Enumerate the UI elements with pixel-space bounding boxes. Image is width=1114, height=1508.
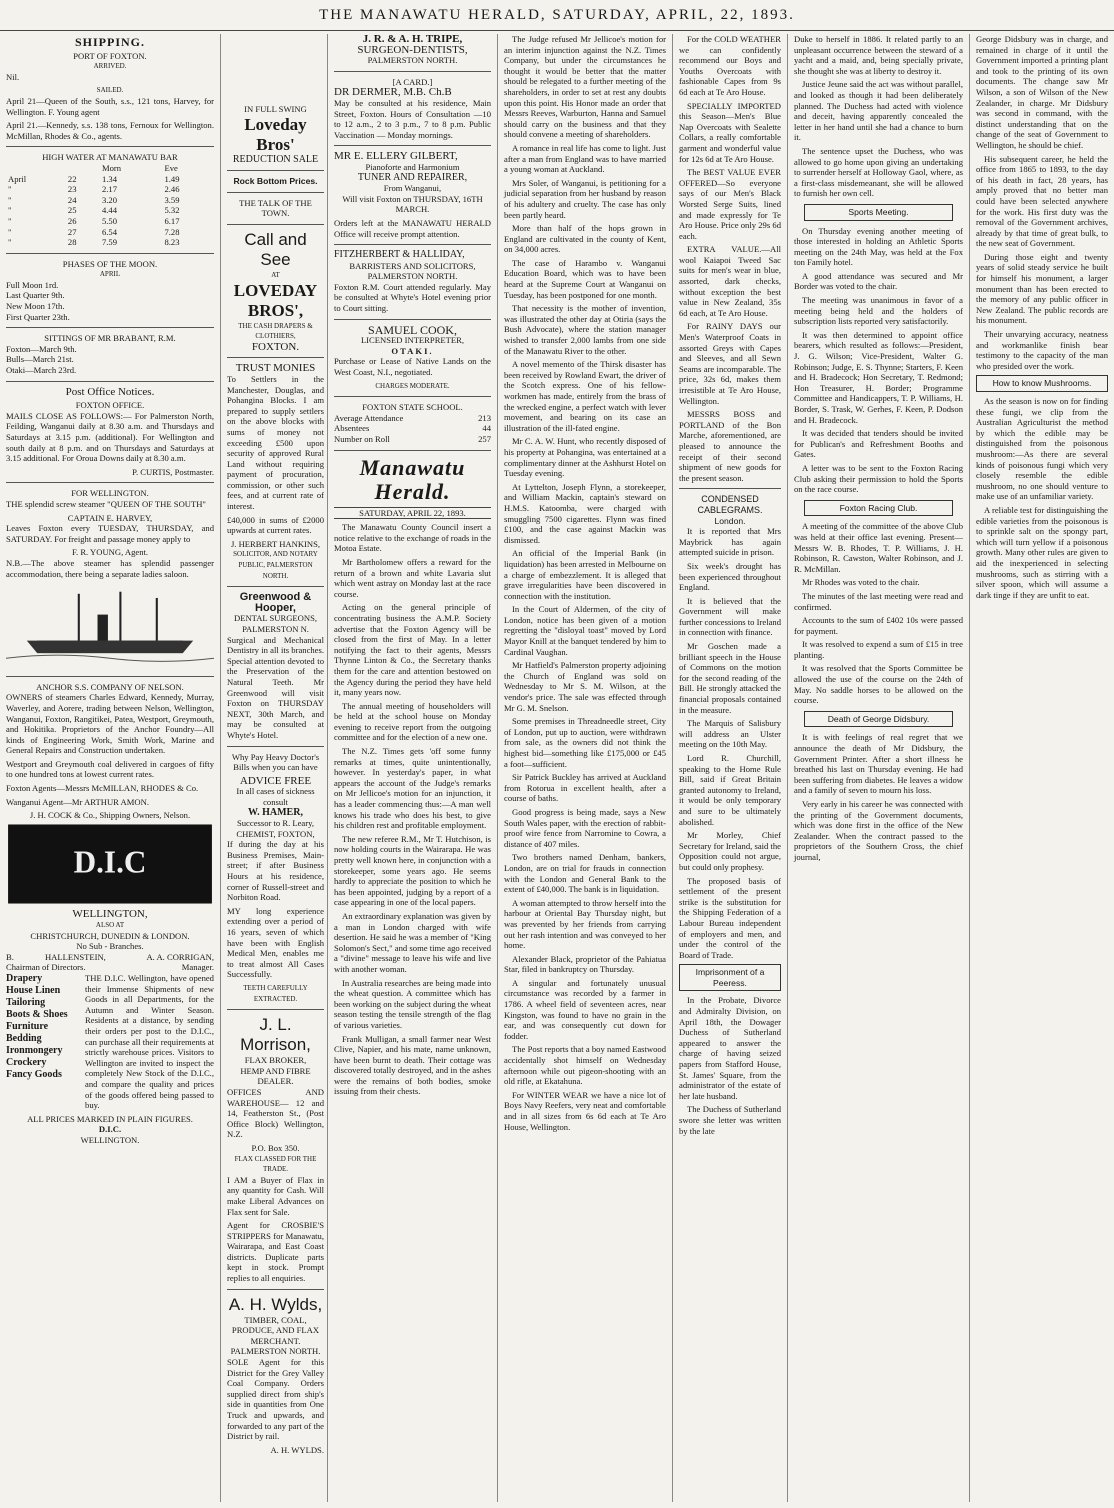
- tide-row: [6, 174, 214, 185]
- divider: [227, 746, 324, 747]
- tide-row: [6, 184, 214, 195]
- tide-head-row: [6, 163, 214, 174]
- interpreter: LICENSED INTERPRETER,: [360, 335, 465, 346]
- column-obituary: [969, 34, 1114, 1502]
- column-advertisements: [220, 34, 330, 1502]
- moon-title: PHASES OF THE MOON.: [62, 258, 158, 269]
- moon-line: Last Quarter 9th.: [6, 290, 65, 301]
- tripe-title: J. R. & A. H. TRIPE,: [362, 34, 463, 45]
- news-item: The new referee R.M., Mr T. Hutchison, is now holding courts in the Wairarapa. He was pretty well known here, in conjunction with a storekeeper, some years ago. He seems hardly to appreciate the position to which he has been appointed, judging by a report of a case appearing in one of the local papers.: [334, 833, 491, 908]
- sports-text: It was then determined to appoint office bearers, which resulted as follows:—President, J. G. Wilson; Vice-President, Walter G. Robinson; Judge, E. S. Thynne; Starters, F. Keen and H. Bradecock; Hon Secretary, T. Redmond; Hon Treasurer, H. Border; Programme Committee and Handicappers, T. P. Williams, H. Border, S. Trask, W. Gerhes, F. Keen, P. Dodson and H. Bradecock.: [794, 329, 963, 425]
- mushrooms-text: A reliable test for distinguishing the edible varieties from the poisonous is to sprinkle salt on the spongy part, which will turn yellow if a poisonous growth. Many other rules are given to aid the inexperienced in selecting mushrooms, such as stirring with a silver spoon, which will assume a dark tinge if they are unfit to eat.: [976, 504, 1108, 600]
- school-label: Average Attendance: [334, 412, 404, 423]
- news-item: An extraordinary explanation was given by a man in London charged with wife desertion. He said he was a member of "King Solomon's Sect," and some time ago received a "divine" message to leave his wife and live with another woman.: [334, 910, 491, 974]
- news-item: Mr Bartholomew offers a reward for the return of a brown and white Lavaria slut which went astray on Monday last at the race course.: [334, 556, 491, 599]
- sports-text: On Thursday evening another meeting of those interested in holding an Athletic Sports meeting on the 24th May, was held at the Fox ton Family hotel.: [794, 225, 963, 268]
- post-office-sign: P. CURTIS, Postmaster.: [132, 466, 214, 477]
- port-heading: PORT OF FOXTON.: [73, 50, 147, 61]
- tide-cell: ": [8, 215, 12, 226]
- tide-cell: 2.17: [101, 184, 117, 195]
- sittings-title: SITTINGS OF MR BRABANT, R.M.: [44, 333, 176, 344]
- tide-cell: 6.17: [164, 215, 180, 226]
- tide-cell: ": [8, 194, 12, 205]
- tide-cell: 7.28: [164, 226, 180, 237]
- school-value: 44: [482, 423, 491, 434]
- news-item: Acting on the general principle of concentrating business the A.M.P. Society advertise that the Foxton Agency will be closed from the first of May. In a letter notifying the fact to their agents, Messrs Thynne Linton & Co., the Secretary thanks them for the care and attention bestowed on the Agency during the period they have held it, many years now.: [334, 602, 491, 698]
- dic-dept: Furniture: [6, 1021, 49, 1032]
- news-item: The Judge refused Mr Jellicoe's motion for an interim injunction against the N.Z. Times Company, but under the circumstances he thought it would be better that the matter should be relegated to a further meeting of the shareholders, in order to set at rest any doubts upon this point. His Honor made an order that Messrs Reeves, Warburton, Hanna and Samuel should carry on the business and that they should convene a meeting of shareholders.: [504, 34, 666, 140]
- trust-title: TRUST MONIES: [235, 362, 316, 375]
- hemp-dealer: HEMP AND FIBRE DEALER.: [240, 1065, 311, 1087]
- dic-text: THE D.I.C. Wellington, have opened their Immense Shipments of new Goods in all Departments, for the Autumn and Winter Season. Residents at a distance, by sending their orders per post to the D.I.C., can purchase all their requirements at strictly warehouse prices. Visitors to Wellington are invited to inspect the completely New Stock of the D.I.C., and compare the quality and prices of the goods offered being passed to buy.: [85, 973, 214, 1111]
- reduction-sale: REDUCTION SALE: [232, 153, 319, 165]
- obituary-text: Their unvarying accuracy, neatness and workmanlike finish bear testimony to the capacity of the man who presided over the work.: [976, 329, 1108, 371]
- dic-stores-logo: [6, 821, 214, 907]
- gilbert-text: Will visit Foxton on THURSDAY, 16TH MARCH.: [342, 193, 483, 215]
- news-item: Some premises in Threadneedle street, City of London, put up to auction, were withdrawn from sale, as the owners did not think the highest bid—something like £175,000 or £45 a foot—sufficient.: [504, 716, 666, 769]
- cablegrams-title: CONDENSED CABLEGRAMS.: [697, 494, 763, 515]
- tide-row: [6, 216, 214, 227]
- tide-cell: ": [8, 237, 12, 248]
- tide-title: HIGH WATER AT MANAWATU BAR: [42, 152, 178, 163]
- news-item: In Australia researches are being made into the wheat question. A committee which has been working on the subject during the wheat season testing the tensile strength of the flag of various varieties.: [334, 977, 491, 1030]
- news-item: That necessity is the mother of invention, was illustrated the other day at Otiria (says the Bush Advocate), where the station manager wished to transfer 2,000 lambs from one side of the Manawatu River to the other.: [504, 303, 666, 356]
- cable-item: The Marquis of Salisbury will address an Ulster meeting on the 10th May.: [679, 718, 781, 750]
- news-item: Two brothers named Denham, bankers, London, are on trial for frauds in connection with the London and General Bank to the extent of £40,000. The bank is in liquidation.: [504, 852, 666, 895]
- cable-item: Mr Morley, Chief Secretary for Ireland, said the Opposition could not argue, but could only prophesy.: [679, 830, 781, 872]
- column-news: [497, 34, 672, 1502]
- morrison-title: J. L. Morrison,: [240, 1015, 311, 1055]
- london-heading: London.: [714, 515, 746, 526]
- tide-cell: 27: [67, 226, 77, 237]
- anchor-text: Westport and Greymouth coal delivered in cargoes of fifty to one hundred tons at lowest current rates.: [6, 758, 214, 780]
- hamer-sub: Successor to R. Leary,: [236, 818, 314, 829]
- ad-item: For the COLD WEATHER we can confidently recommend our Boys and Youths Overcoats with fashionable Capes from 9s 6d each at Te Aro House.: [679, 34, 781, 97]
- wylds-sign: A. H. WYLDS.: [270, 1444, 324, 1455]
- news-item: Frank Mulligan, a small farmer near West Clive, Napier, and his mate, name unknown, have been burnt to death. Their cottage was discovered totally destroyed, and in the ashes were the remains of both bodies, smoke issuing from their chests.: [334, 1033, 491, 1097]
- hamer-text: If during the day at his Business Premises, Main-street; if after Business Hours at his residence, corner of Russell-street and Norbiton Road.: [227, 839, 324, 903]
- news-item: Duke to herself in 1886. It related partly to an unpleasant occurrence between the steward of a yacht and a maid, and, being specially private, she thought she was at liberty to destroy it.: [794, 34, 963, 76]
- crosbie-agent: Agent for CROSBIE'S STRIPPERS for Manawatu, Wairarapa, and East Coast districts. Duplicate parts kept in stock. Prompt replies to all enquiries.: [227, 1220, 324, 1284]
- column-shipping: [0, 34, 220, 1502]
- gilbert-title: MR E. ELLERY GILBERT,: [334, 150, 458, 163]
- imprisonment-title: Imprisonment of a Peeress.: [679, 964, 781, 991]
- sports-text: It was decided that tenders should be invited for Publican's and Refreshment Booths and Gates.: [794, 428, 963, 460]
- sports-text: The meeting was unanimous in favor of a meeting being held and the holders of subscription lists reported very satisfactorily.: [794, 295, 963, 327]
- news-item: The case of Harambo v. Wanganui Education Board, which was to have been heard at the Supreme Court at Wanganui on Tuesday, has been postponed for one month.: [504, 257, 666, 300]
- for-wellington-title: FOR WELLINGTON.: [71, 488, 149, 499]
- dic-manager: A. A. CORRIGAN, Manager.: [146, 951, 214, 973]
- divider: [334, 71, 491, 72]
- divider: [6, 253, 214, 254]
- news-item: A romance in real life has come to light. Just after a man from England was to have married a young woman at Auckland.: [504, 142, 666, 175]
- news-item: Justice Jeune said the act was without parallel, and looked as though it had been deliberately planned. The Duchess had acted with violence and deceit, having apparently concealed the letter in her hand until she had a chance to burn it.: [794, 79, 963, 143]
- divider: [227, 357, 324, 358]
- tide-head-cell: Morn: [101, 162, 122, 173]
- ad-item: The BEST VALUE EVER OFFERED—So everyone says of our Men's Black Worsted Serge Suits, lined and made expressly for Te Aro House. Price only 29s 6d each.: [679, 167, 781, 241]
- dic-dept: Crockery: [6, 1057, 47, 1068]
- tide-row: [6, 227, 214, 238]
- dic-dept: Bedding: [6, 1033, 42, 1044]
- cable-item: Mr Goschen made a brilliant speech in the House of Commons on the motion for the second reading of the Bill. He strongly attacked the financial proposals contained in the measure.: [679, 641, 781, 715]
- dic-footer: ALL PRICES MARKED IN PLAIN FIGURES.: [27, 1113, 193, 1124]
- news-item: In the Court of Aldermen, of the city of London, notice has been given of a motion regretting the "disloyal toast" moved by Lord Mayor Knill at the banquet tendered by him to Cardinal Vaughan.: [504, 604, 666, 657]
- racing-text: It was resolved that the Sports Committee be allowed the use of the course on the 24th of May. No saddle horses to be allowed on the course.: [794, 663, 963, 706]
- school-label: Absentees: [334, 423, 370, 434]
- dermer-title: DR DERMER, M.B. Ch.B: [334, 86, 452, 99]
- news-item: A novel memento of the Thirsk disaster has been received by Rowland Ewart, the driver of the Scotch express. One of his fellow-workmen has made, entirely from the brass of the wrecked engine, a perfect watch with lever movement, and bearing on its case an illustration of the ill-fated engine.: [504, 359, 666, 433]
- trust-text: £40,000 in sums of £2000 upwards at current rates.: [227, 514, 324, 536]
- tide-cell: ": [8, 184, 12, 195]
- tide-row: [6, 195, 214, 206]
- tripe-location: PALMERSTON NORTH.: [367, 55, 458, 66]
- flax-classed: FLAX CLASSED FOR THE TRADE.: [234, 1154, 317, 1174]
- tide-cell: ": [8, 205, 12, 216]
- divider: [227, 192, 324, 193]
- mushrooms-title: How to know Mushrooms.: [976, 375, 1108, 392]
- divider: [679, 488, 781, 489]
- tide-cell: 8.23: [164, 237, 180, 248]
- cable-item: Lord R. Churchill, speaking to the Home Rule Bill, said if Great Britain granted autonomy to Ireland, it would be only temporary and sure to be ultimately abolished.: [679, 753, 781, 827]
- hamer-text: MY long experience extending over a period of 16 years, seven of which have been with English Medical Men, enables me to treat almost All Cases Successfully.: [227, 905, 324, 980]
- foxton-label: FOXTON.: [251, 340, 300, 353]
- dic-also: ALSO AT: [95, 921, 125, 930]
- tide-head-cell: Eve: [164, 162, 178, 173]
- dic-dept: Drapery: [6, 973, 43, 984]
- shipping-title: SHIPPING.: [74, 35, 145, 49]
- cable-item: Six week's drought has been experienced throughout England.: [679, 560, 781, 593]
- gilbert-from: From Wanganui,: [383, 183, 442, 194]
- school-title: FOXTON STATE SCHOOL.: [362, 402, 463, 413]
- card-label: [A CARD.]: [392, 76, 433, 87]
- tide-row: [6, 237, 214, 248]
- talk-of-town: THE TALK OF THE TOWN.: [239, 197, 312, 219]
- sailed-entry: April 21—Queen of the South, s.s., 121 tons, Harvey, for Wellington. F. Young agent: [6, 95, 214, 117]
- advice-sub: In all cases of sickness consult: [236, 786, 315, 807]
- imprisonment-text: The Duchess of Sutherland swore she letter was written by the late: [679, 1104, 781, 1136]
- flax-broker: FLAX BROKER,: [244, 1055, 307, 1066]
- advice-free: ADVICE FREE: [239, 774, 312, 787]
- moon-line: First Quarter 23th.: [6, 311, 70, 322]
- divider: [6, 482, 214, 483]
- tide-cell: 24: [67, 194, 77, 205]
- news-item: The N.Z. Times gets 'off some funny remarks at times, quite unintentionally, however. In yesterday's paper, in what appears the account of the Judge's remarks on Mr Jellicoe's motion for an injunction, it has a leader commencing thus:—A man well knows his trade who does his best, to give his children rest and profitable employment.: [334, 746, 491, 831]
- dental-surgeons: DENTAL SURGEONS,: [233, 613, 318, 624]
- for-wellington-text: Leaves Foxton every TUESDAY, THURSDAY, and SATURDAY. For freight and passage money apply to: [6, 523, 214, 544]
- death-title: Death of George Didsbury.: [804, 711, 953, 728]
- dic-branches: CHRISTCHURCH, DUNEDIN & LONDON.: [30, 930, 190, 941]
- fitz-title: FITZHERBERT & HALLIDAY,: [334, 249, 465, 261]
- for-wellington-text: THE splendid screw steamer "QUEEN OF THE SOUTH": [6, 498, 206, 509]
- news-item: Alexander Black, proprietor of the Pahiatua Star, filed in bankruptcy on Thursday.: [504, 953, 666, 975]
- dic-dept: Fancy Goods: [6, 1069, 62, 1080]
- anchor-manager: J. H. COCK & Co., Shipping Owners, Nelson.: [29, 810, 191, 821]
- post-office-title: Post Office Notices.: [65, 385, 155, 398]
- news-item: A singular and fortunately unusual circumstance was recorded by a farmer in 1786. A wheel field of seventeen acres, near Kingston, was found to have no grain in the ear, and was consequently cut down for fodder.: [504, 977, 666, 1041]
- sailed-entry: April 21.—Kennedy, s.s. 138 tons, Fernoux for Wellington. McMillan, Rhodes & Co., agents.: [6, 120, 214, 141]
- anchor-text: OWNERS of steamers Charles Edward, Kennedy, Murray, Waverley, and Aorere, trading between Nelson, Wellington, Wanganui, Foxton, Rangitikei, Patea, Westport, Greymouth, and Hokitika. Proprietors of the Anchor Foundry—All kinds of Engineering Work, Smith Work, Marine and General Repairs and Construction undertaken.: [6, 692, 214, 756]
- hankins: J. HERBERT HANKINS,: [230, 538, 321, 549]
- tuner: TUNER AND REPAIRER,: [357, 171, 468, 183]
- column-professional: [327, 34, 497, 1502]
- obituary-text: His subsequent career, he held the office from 1865 to 1893, to the day of his death in fact, 28 years, has amply proved that no better man could have been selected anywhere for the work. His first duty was the removal of the Government archives, already by that time of great bulk, to the new seat of Government.: [976, 153, 1108, 249]
- arrived-text: Nil.: [6, 71, 20, 82]
- racing-text: Accounts to the sum of £402 10s were passed for payment.: [794, 615, 963, 636]
- charges: CHARGES MODERATE.: [375, 381, 450, 390]
- po-box: P.O. Box 350.: [251, 1142, 300, 1153]
- cash-drapers: THE CASH DRAPERS & CLOTHIERS,: [238, 321, 313, 341]
- gilbert-sub: Pianoforte and Harmonium: [365, 161, 460, 172]
- morrison-offices: OFFICES AND WAREHOUSE— 12 and 14, Featherston St., (Post Office Block) Wellington, N.Z.: [227, 1086, 324, 1140]
- sports-text: A good attendance was secured and Mr Border was voted to the chair.: [794, 270, 963, 292]
- tide-cell: 4.44: [101, 205, 117, 216]
- in-full-swing: IN FULL SWING: [244, 104, 307, 114]
- dic-chairman: B. HALLENSTEIN, Chairman of Directors.: [6, 951, 106, 973]
- anchor-agents: Foxton Agents—Messrs McMILLAN, RHODES & Co.: [6, 783, 199, 794]
- news-item: The Post reports that a boy named Eastwood accidentally shot himself on Wednesday afternoon while out pigeon-shooting with an old rifle, at Ekatahuna.: [504, 1044, 666, 1087]
- flax-buyer: I AM a Buyer of Flax in any quantity for Cash. Will make Liberal Advances on Flax sent for Sale.: [227, 1174, 324, 1217]
- ad-item: MESSRS BOSS and PORTLAND of the Bon Marche, aforementioned, are pleased to announce the receipt of their second shipment of new goods for the present season.: [679, 409, 781, 483]
- tide-cell: 1.49: [164, 173, 180, 184]
- dic-dept: Tailoring: [6, 997, 46, 1008]
- divider: [227, 586, 324, 587]
- death-text: Very early in his career he was connected with the printing of the Government documents, which was done first in the office of the New Zealander. When the contract passed to the proprietors of the Southern Cross, the chief journal,: [794, 799, 963, 862]
- column-local-news: [787, 34, 969, 1502]
- rock-bottom: Rock Bottom Prices.: [233, 176, 318, 187]
- tide-cell: 23: [67, 184, 77, 195]
- ad-item: EXTRA VALUE.—All wool Kaiapoi Tweed Sac suits for men's wear in blue, assorted, dark checks, without exception the best value in New Zealand, 35s 6d each, at Te Aro House.: [679, 244, 781, 318]
- news-item: Sir Patrick Buckley has arrived at Auckland from Rotorua in excellent health, after a course of baths.: [504, 772, 666, 804]
- divider: [334, 244, 491, 245]
- agent: F. R. YOUNG, Agent.: [71, 547, 149, 558]
- otaki: OTAKI.: [391, 345, 434, 356]
- divider: [334, 396, 491, 397]
- tide-cell: 25: [67, 205, 77, 216]
- sports-title: Sports Meeting.: [804, 204, 953, 221]
- dic-dept: Boots & Shoes: [6, 1009, 68, 1020]
- news-item: Mrs Soler, of Wanganui, is petitioning for a judicial separation from her husband by reason of his adultery and cruelty. The case has only been partly heard.: [504, 177, 666, 220]
- racing-title: Foxton Racing Club.: [804, 500, 953, 517]
- moon-line: Full Moon 1rd.: [6, 279, 59, 290]
- divider: [227, 170, 324, 171]
- racing-text: Mr Rhodes was voted to the chair.: [802, 577, 920, 588]
- obituary-text: During those eight and twenty years of solid steady service he built for himself his monument, a larger monument than has been erected to the memory of any public officer in New Zealand. The public records are his monument.: [976, 251, 1108, 326]
- ad-item: For RAINY DAYS our Men's Waterproof Coats in assorted Greys with Capes and Sleeves, and all Sewn Seams are incomparable. The price, 32s 6d, makes them irresistible at Te Aro House, Wellington.: [679, 321, 781, 406]
- dic-city: WELLINGTON,: [72, 908, 148, 921]
- masthead: THE MANAWATU HERALD, SATURDAY, APRIL, 22, 1893.: [0, 0, 1114, 31]
- news-item: Mr C. A. W. Hunt, who recently disposed of his property at Pohangina, was entertained at a complimentary dinner at the Ashhurst Hotel on Tuesday evening.: [504, 436, 666, 479]
- news-item: The Manawatu County Council insert a notice relative to the exchange of roads in the Motoa Estate.: [334, 522, 491, 554]
- tide-cell: April: [8, 173, 27, 184]
- tide-cell: 2.46: [164, 184, 180, 195]
- anchor-title: ANCHOR S.S. COMPANY OF NELSON.: [36, 681, 184, 692]
- gilbert-text: Orders left at the MANAWATU HERALD Office will receive prompt attention.: [334, 217, 491, 239]
- school-label: Number on Roll: [334, 434, 390, 444]
- dic-footer: WELLINGTON.: [80, 1134, 140, 1145]
- call-and-see: Call and See: [244, 229, 307, 269]
- sittings-line: Foxton—March 9th.: [6, 343, 77, 354]
- at-label: AT: [271, 270, 280, 279]
- sole-agent: SOLE Agent for this District for the Grey Valley Coal Company. Orders supplied direct from ship's side in quantities from One Truck and upwards, and forwarded to any part of the District by rail.: [227, 1357, 324, 1442]
- ad-item: SPECIALLY IMPORTED this Season—Men's Blue Nap Overcoats with Sealette Collars, a really comfortable garment and wonderful value for 12s 6d at Te Aro House.: [679, 100, 781, 164]
- divider: [334, 319, 491, 320]
- fitz-sub: BARRISTERS AND SOLICITORS, PALMERSTON NORTH.: [349, 260, 476, 282]
- divider: [334, 145, 491, 146]
- death-text: It is with feelings of real regret that we announce the death of Mr Didsbury, the Government Printer. After a short illness he breathed his last on Thursday evening. He had been suffering from diabetes. He leaves a widow and a family of seven to mourn his loss.: [794, 732, 963, 796]
- dic-footer: D.I.C.: [98, 1124, 122, 1135]
- imprisonment-text: In the Probate, Divorce and Admiralty Division, on April 18th, the Dowager Duchess of Sutherland appeared to answer the charge of having seized papers from Stafford House, St. James' Square, from the administrator of the estate of her late husband.: [679, 995, 781, 1101]
- timber-merchant: TIMBER, COAL, PRODUCE, AND FLAX MERCHANT.: [231, 1314, 320, 1346]
- tide-cell: 28: [67, 237, 77, 248]
- trust-text: To Settlers in the Manchester, Douglas, and Pohangina Blocks. I am prepared to supply settlers on the above blocks with sums of money not exceeding £500 upon security of approved Rural Land without requiring payment of procuration, commission, or other such fees, and at current rate of interest.: [227, 373, 324, 512]
- surgeon-dentists: SURGEON-DENTISTS,: [357, 43, 468, 56]
- teeth-extracted: TEETH CAREFULLY EXTRACTED.: [243, 984, 308, 1003]
- sports-text: A letter was to be sent to the Foxton Racing Club asking their permission to hold the Sports on the race course.: [794, 462, 963, 495]
- svg-text:D.I.C: D.I.C: [73, 844, 147, 880]
- news-item: Mr Hatfield's Palmerston property adjoining the Church of England was sold on Wednesday to Mr S. M. Wilson, at the vendor's price. The sale was effected through Mr G. M. Snelson.: [504, 660, 666, 713]
- dermer-text: May be consulted at his residence, Main Street, Foxton. Hours of Consultation —10 to 12 a.m., 2 to 3 p.m., 7 to 8 p.m. Public Vaccination — Monday mornings.: [334, 97, 491, 140]
- news-item: An official of the Imperial Bank (in liquidation) has been arrested in Melbourne on a charge of embezzlement. It is alleged that grave irregularities have been discovered in connection with the institution.: [504, 548, 666, 601]
- sittings-line: Bulls—March 21st.: [6, 354, 74, 365]
- dic-nosub: No Sub - Branches.: [76, 941, 144, 952]
- tide-cell: 5.50: [101, 215, 117, 226]
- tide-table: [6, 163, 214, 248]
- cable-item: The proposed basis of settlement of the present strike is the substitution for the Shipping Federation of a Labour Bureau independent of employers and men, and under the control of the Board of Trade.: [679, 875, 781, 960]
- tide-cell: ": [8, 226, 12, 237]
- tide-cell: 3.20: [101, 194, 117, 205]
- school-value: 257: [478, 434, 491, 444]
- sittings-line: Otaki—March 23rd.: [6, 365, 77, 376]
- herald-nameplate: Manawatu Herald.: [359, 454, 466, 504]
- racing-text: A meeting of the committee of the above Club was held at their office last evening. Present—Messrs W. B. Rhodes, T. P. Williams, J. H. Robinson, R. Cawston, Walter Robinson, and J. R. McMillan.: [794, 521, 963, 574]
- greenwood-text: Surgical and Mechanical Dentistry in all its branches. Special attention devoted to the Preservation of the Natural Teeth. Mr Greenwood will visit Foxton on THURSDAY NEXT, 30th March, and may be consulted at Whyte's Hotel.: [227, 634, 324, 740]
- racing-text: It was resolved to expend a sum of £15 in tree planting.: [794, 639, 963, 660]
- palmerston-north: PALMERSTON NORTH.: [230, 1346, 321, 1357]
- tide-head-cell: [66, 163, 100, 174]
- column-news-cables: [672, 34, 787, 1502]
- post-office-text: MAILS CLOSE AS FOLLOWS:— For Palmerston North, Feilding, Wanganui daily at 8.30 a.m. and Thursdays and Saturdays at 3.15 p.m. (additional). For Wellington and south daily at 8 p.m. and on Thursdays and Saturdays at 3.15 additional. For Oroua Downs daily at 8.30 a.m.: [6, 410, 214, 464]
- cable-item: It is reported that Mrs Maybrick has again attempted suicide in prison.: [679, 526, 781, 558]
- tide-row: [6, 205, 214, 216]
- anchor-agents: Wanganui Agent—Mr ARTHUR AMON.: [6, 796, 149, 807]
- chemist: CHEMIST, FOXTON,: [236, 828, 315, 839]
- tide-cell: 1.34: [101, 173, 117, 184]
- dic-dept: House Linen: [6, 985, 61, 996]
- divider: [227, 1289, 324, 1290]
- greenwood-title: Greenwood & Hooper,: [239, 591, 312, 614]
- cook-text: Purchase or Lease of Native Lands on the West Coast, N.I., negotiated.: [334, 356, 491, 378]
- news-item: The annual meeting of householders will be held at the school house on Monday evening to receive report from the outgoing committee and for the election of a new one.: [334, 700, 491, 743]
- divider: [227, 224, 324, 225]
- palmerston-label: PALMERSTON N.: [242, 624, 309, 634]
- school-value: 213: [478, 412, 491, 423]
- tide-cell: 22: [67, 173, 77, 184]
- sailed-heading: SAILED.: [96, 86, 124, 95]
- wylds-title: A. H. Wylds,: [228, 1294, 323, 1314]
- tide-cell: 7.59: [101, 237, 117, 248]
- post-office-sub: FOXTON OFFICE.: [75, 400, 145, 411]
- divider: [6, 146, 214, 147]
- divider: [227, 1009, 324, 1010]
- why-pay: Why Pay Heavy Doctor's Bills when you can have: [231, 751, 320, 773]
- hankins-sub: SOLICITOR, AND NOTARY PUBLIC, PALMERSTON NORTH.: [233, 550, 318, 580]
- dic-dept: Ironmongery: [6, 1045, 63, 1056]
- news-item: Good progress is being made, says a New South Wales paper, with the erection of rabbit-proof wire fence from Narromine to Cowra, a distance of 407 miles.: [504, 806, 666, 849]
- fitz-text: Foxton R.M. Court attended regularly. May be consulted at Whyte's Hotel evening prior to Court sitting.: [334, 281, 491, 314]
- moon-month: APRIL: [99, 270, 121, 279]
- mushrooms-text: As the season is now on for finding these fungi, we clip from the Australian Agriculturist the method by which the edible may be distinguished from the poisonous mushroom:—As there are several kinds of poisonous fungi which very closely resemble the edible mushroom, no one should venture to make use of an unfamiliar variety.: [976, 396, 1108, 502]
- tide-cell: 26: [67, 215, 77, 226]
- tide-cell: 5.32: [164, 205, 180, 216]
- tide-cell: 6.54: [101, 226, 117, 237]
- obituary-text: George Didsbury was in charge, and remained in charge of it until the Government imported a printing plant and took to the printing of its own documents. The change saw Mr Wilson, a son of Wilson of the New Zealander, in charge. Mr Didsbury was second in command, with the distinct understanding that on the change of the seat of Government to Wellington, he should be chief.: [976, 34, 1108, 150]
- news-item: A woman attempted to throw herself into the harbour at Oriental Bay Thursday night, but was prevented by her friends from carrying out her rash intention and was conveyed to her home.: [504, 897, 666, 951]
- divider: [6, 676, 214, 677]
- news-item: At Lyttelton, Joseph Flynn, a storekeeper, and William Mackin, captain's steward on H.M.S. Katoomba, were charged with smuggling 7500 cigarettes. Flynn was fined £100, and the case against Mackin was dismissed.: [504, 481, 666, 545]
- moon-line: New Moon 17th.: [6, 301, 65, 312]
- arrived-heading: ARRIVED.: [93, 62, 127, 71]
- steamship-illustration: [6, 582, 214, 668]
- divider: [334, 450, 491, 451]
- tide-cell: 3.59: [164, 194, 180, 205]
- tide-head-cell: [6, 163, 66, 174]
- divider: [6, 327, 214, 328]
- divider: [6, 381, 214, 382]
- cable-item: It is believed that the Government will make further concessions to Ireland in connection with finance.: [679, 595, 781, 638]
- news-item: More than half of the hops grown in England are cultivated in the county of Kent, on 34,000 acres.: [504, 223, 666, 255]
- hamer-name: W. HAMER,: [248, 806, 303, 818]
- news-item: For WINTER WEAR we have a nice lot of Boys Navy Reefers, very neat and comfortable and in all sizes from 6s 6d each at Te Aro House, Wellington.: [504, 1089, 666, 1132]
- loveday-bros: LOVEDAY BROS',: [233, 280, 318, 320]
- cook-title: SAMUEL COOK,: [368, 322, 457, 337]
- captain: CAPTAIN E. HARVEY,: [67, 512, 153, 523]
- racing-text: The minutes of the last meeting were read and confirmed.: [794, 590, 963, 612]
- loveday-title: Loveday Bros': [244, 114, 307, 154]
- issue-date: SATURDAY, APRIL 22, 1893.: [334, 507, 491, 520]
- news-item: The sentence upset the Duchess, who was allowed to go home upon giving an undertaking to surrender herself at Holloway Gaol, where, as a first-class misdemeanant, she will be allowed to furnish her own cell.: [794, 145, 963, 199]
- for-wellington-nb: N.B.—The above steamer has splendid passenger accommodation, there being a separate ladies saloon.: [6, 557, 214, 579]
